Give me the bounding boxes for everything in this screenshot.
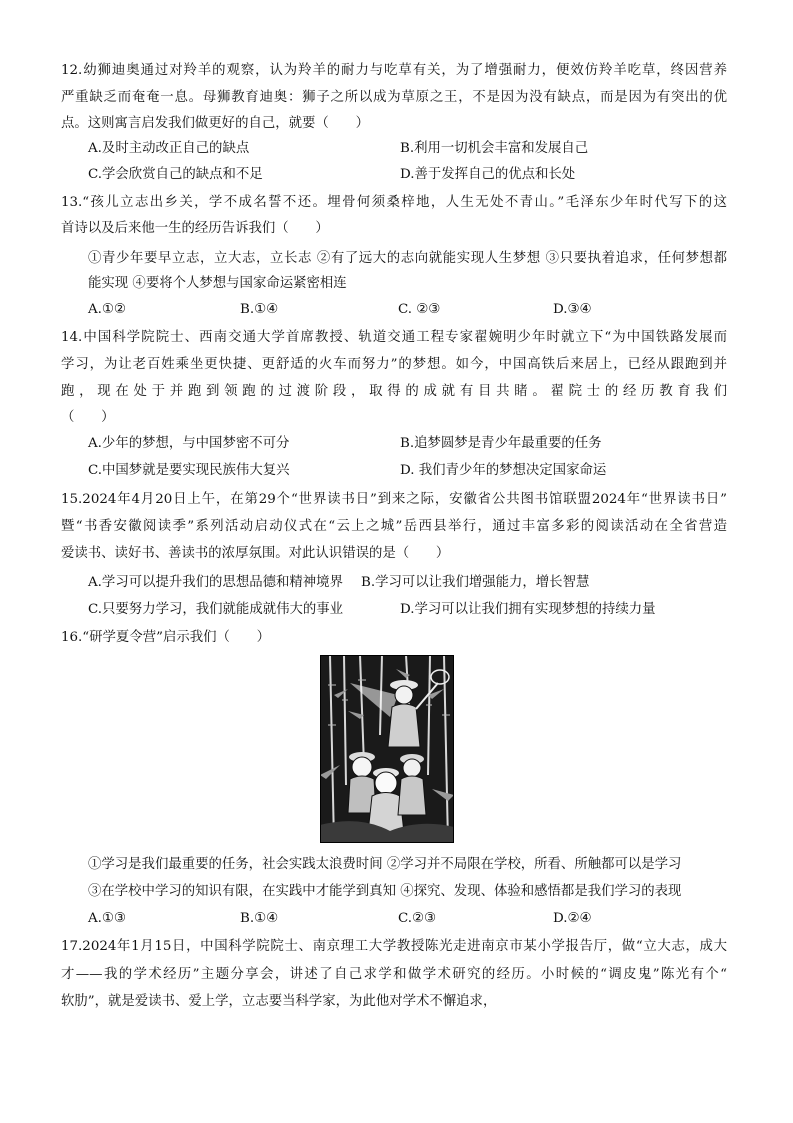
q14-stem-line-1: 14.中国科学院院士、西南交通大学首席教授、轨道交通工程专家翟婉明少年时就立下“为中国铁路发展而 xyxy=(61,330,727,345)
q12-option-c: C.学会欣赏自己的缺点和不足 xyxy=(88,167,263,182)
q12-option-b: B.利用一切机会丰富和发展自己 xyxy=(400,141,589,156)
q12-stem-line-1: 12.幼狮迪奥通过对羚羊的观察，认为羚羊的耐力与吃草有关，为了增强耐力，便效仿羚羊吃草，终因营养 xyxy=(61,63,727,78)
q16-stem: 16.“研学夏令营”启示我们（ ） xyxy=(61,630,271,645)
q14-option-d: D. 我们青少年的梦想决定国家命运 xyxy=(400,463,607,478)
q15-stem-line-3: 爱读书、读好书、善读书的浓厚氛围。对此认识错误的是（ ） xyxy=(61,546,450,561)
q14-option-a: A.少年的梦想，与中国梦密不可分 xyxy=(88,436,290,451)
q14-option-c: C.中国梦就是要实现民族伟大复兴 xyxy=(88,463,290,478)
q16-option-b: B.①④ xyxy=(240,911,279,926)
q13-option-c: C. ②③ xyxy=(398,302,441,317)
q16-statements-line-2: ③在学校中学习的知识有限，在实践中才能学到真知 ④探究、发现、体验和感悟都是我们学习的表现 xyxy=(88,884,682,899)
q13-option-a: A.①② xyxy=(88,302,126,317)
q15-option-d: D.学习可以让我们拥有实现梦想的持续力量 xyxy=(400,602,656,617)
q14-option-b: B.追梦圆梦是青少年最重要的任务 xyxy=(400,436,602,451)
q12-stem-line-2: 严重缺乏而奄奄一息。母狮教育迪奥：狮子之所以成为草原之王，不是因为没有缺点，而是因为有突出的优 xyxy=(61,90,727,105)
q13-option-d: D.③④ xyxy=(553,302,592,317)
q15-stem-line-2: 暨“书香安徽阅读季”系列活动启动仪式在“云上之城”岳西县举行，通过丰富多彩的阅读活动在全省营造 xyxy=(61,519,727,534)
q15-stem-line-1: 15.2024年4月20日上午，在第29个“世界读书日”到来之际，安徽省公共图书馆联盟2024年“世界读书日” xyxy=(61,492,727,507)
q17-stem-line-1: 17.2024年1月15日，中国科学院院士、南京理工大学教授陈光走进南京市某小学报告厅，做“立大志，成大 xyxy=(61,939,727,954)
q15-option-c: C.只要努力学习，我们就能成就伟大的事业 xyxy=(88,602,344,617)
q15-option-b: B.学习可以让我们增强能力，增长智慧 xyxy=(361,575,590,590)
q13-stem-line-2: 首诗以及后来他一生的经历告诉我们（ ） xyxy=(61,221,329,236)
q16-option-c: C.②③ xyxy=(398,911,437,926)
q13-statements-line-2: 能实现 ④要将个人梦想与国家命运紧密相连 xyxy=(88,276,347,291)
q14-stem-line-4: （ ） xyxy=(61,410,115,425)
q13-statements-line-1: ①青少年要早立志，立大志，立长志 ②有了远大的志向就能实现人生梦想 ③只要执着追求，任何梦想都 xyxy=(88,251,727,266)
q14-stem-line-3: 跑，现在处于并跑到领跑的过渡阶段，取得的成就有目共睹。翟院士的经历教育我们 xyxy=(61,384,727,399)
study-camp-illustration xyxy=(320,655,454,843)
q12-option-d: D.善于发挥自己的优点和长处 xyxy=(400,167,576,182)
q14-stem-line-2: 学习，为让老百姓乘坐更快捷、更舒适的火车而努力”的梦想。如今，中国高铁后来居上，已经从跟跑到并 xyxy=(61,357,727,372)
q16-statements-line-1: ①学习是我们最重要的任务，社会实践太浪费时间 ②学习并不局限在学校，所看、所触都可以是学习 xyxy=(88,857,682,872)
q13-option-b: B.①④ xyxy=(240,302,279,317)
q13-stem-line-1: 13.“孩儿立志出乡关，学不成名誓不还。埋骨何须桑梓地，人生无处不青山。”毛泽东少年时代写下的这 xyxy=(61,195,727,210)
q17-stem-line-3: 软肋”，就是爱读书、爱上学，立志要当科学家，为此他对学术不懈追求， xyxy=(61,994,497,1009)
q12-stem-line-3: 点。这则寓言启发我们做更好的自己，就要（ ） xyxy=(61,116,369,131)
q12-option-a: A.及时主动改正自己的缺点 xyxy=(88,141,250,156)
q16-option-a: A.①③ xyxy=(88,911,126,926)
q15-option-a: A.学习可以提升我们的思想品德和精神境界 xyxy=(88,575,343,590)
q17-stem-line-2: 才——我的学术经历”主题分享会，讲述了自己求学和做学术研究的经历。小时候的“调皮鬼”陈光有个“ xyxy=(61,967,727,982)
q16-option-d: D.②④ xyxy=(553,911,592,926)
